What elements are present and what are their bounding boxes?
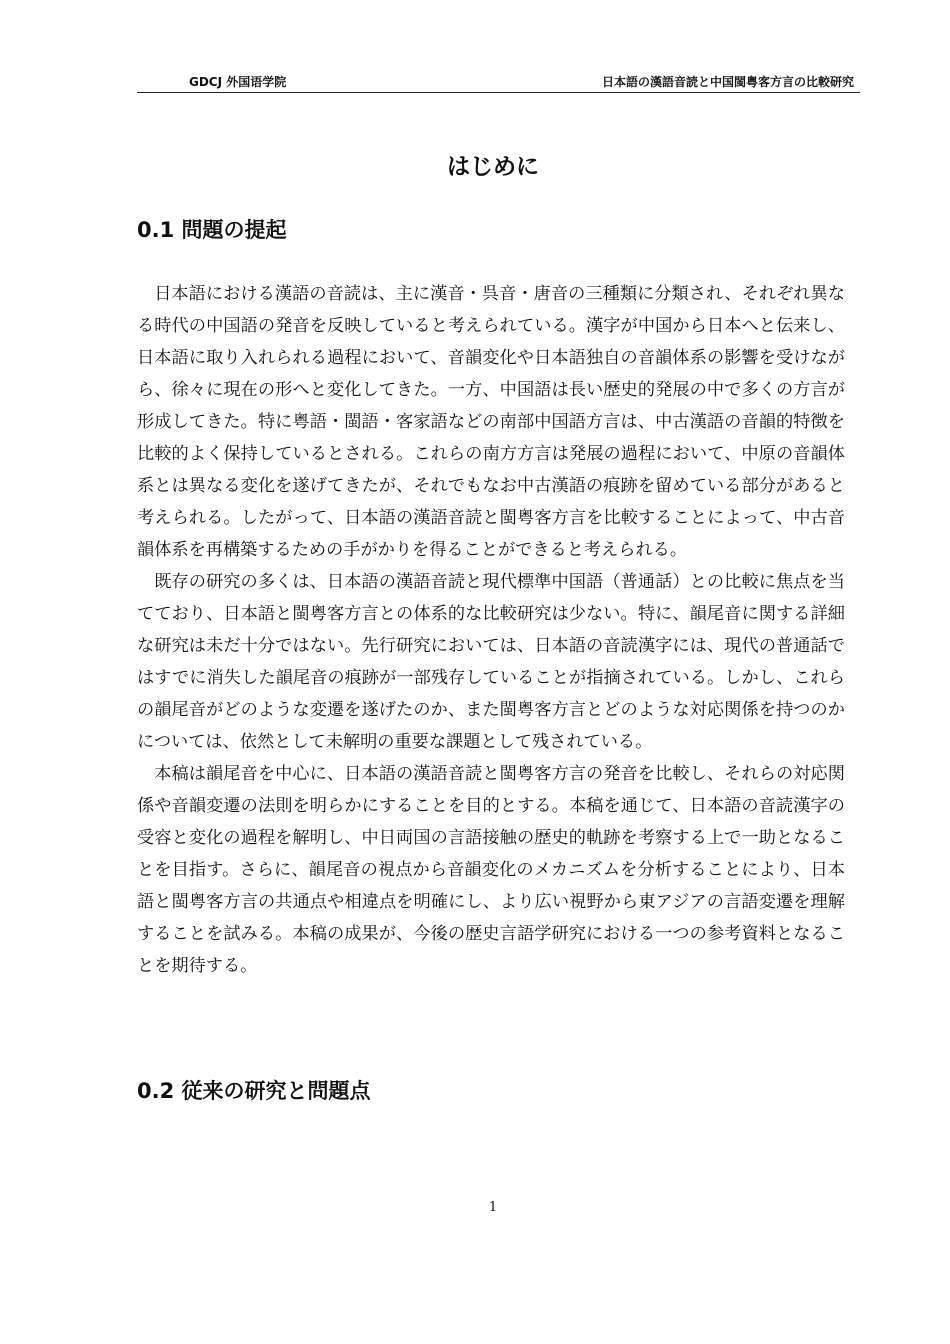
chapter-title: はじめに (447, 154, 539, 180)
paragraph: 既存の研究の多くは、日本語の漢語音読と現代標準中国語（普通話）との比較に焦点を当てており、日本語と閩粤客方言との体系的な比較研究は少ない。特に、韻尾音に関する詳細な研究は未だ十分ではない。先行研究においては、日本語の音読漢字には、現代の普通話ではすでに消失した韻尾音の痕跡が一部残存していることが指摘されている。しかし、これらの韻尾音がどのような変遷を遂げたのか、また閩粤客方言とどのような対応関係を持つのかについては、依然として未解明の重要な課題として残されている。 (137, 572, 845, 752)
header-institution: GDCJ 外国语学院 (189, 75, 287, 89)
paragraph: 本稿は韻尾音を中心に、日本語の漢語音読と閩粤客方言の発音を比較し、それらの対応関係や音韻変遷の法則を明らかにすることを目的とする。本稿を通じて、日本語の音読漢字の受容と変化の過程を解明し、中日両国の言語接触の歴史的軌跡を考察する上で一助となることを目指す。さらに、韻尾音の視点から音韻変化のメカニズムを分析することにより、日本語と閩粤客方言の共通点や相違点を明確にし、より広い視野から東アジアの言語変遷を理解することを試みる。本稿の成果が、今後の歴史言語学研究における一つの参考資料となることを期待する。 (137, 764, 845, 976)
section-body-0-1 (137, 278, 845, 982)
page-number: 1 (488, 1200, 498, 1215)
running-header (137, 70, 860, 93)
section-heading-0-1: 0.1 問題の提起 (137, 218, 287, 242)
paragraph: 日本語における漢語の音読は、主に漢音・呉音・唐音の三種類に分類され、それぞれ異なる時代の中国語の発音を反映していると考えられている。漢字が中国から日本へと伝来し、日本語に取り入れられる過程において、音韻変化や日本語独自の音韻体系の影響を受けながら、徐々に現在の形へと変化してきた。一方、中国語は長い歴史的発展の中で多くの方言が形成してきた。特に粤語・閩語・客家語などの南部中国語方言は、中古漢語の音韻的特徴を比較的よく保持しているとされる。これらの南方方言は発展の過程において、中原の音韻体系とは異なる変化を遂げてきたが、それでもなお中古漢語の痕跡を留めている部分があると考えられる。したがって、日本語の漢語音読と閩粤客方言を比較することによって、中古音韻体系を再構築するための手がかりを得ることができると考えられる。 (137, 284, 845, 560)
section-heading-0-2: 0.2 従来の研究と問題点 (137, 1079, 371, 1103)
header-paper-title: 日本語の漢語音読と中国閩粤客方言の比較研究 (601, 75, 854, 89)
